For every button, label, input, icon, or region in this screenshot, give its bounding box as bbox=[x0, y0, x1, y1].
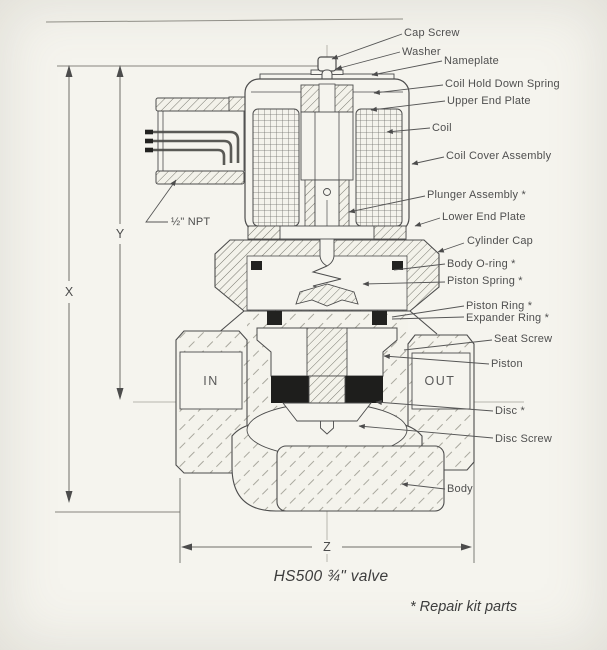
label-body-o-ring: Body O-ring * bbox=[447, 257, 516, 270]
outlet-port-label: OUT bbox=[424, 374, 456, 388]
label-piston: Piston bbox=[491, 357, 523, 370]
piston-ring-left bbox=[267, 311, 282, 325]
label-body: Body bbox=[447, 482, 473, 495]
figure-caption: HS500 ¾" valve bbox=[273, 568, 389, 585]
body-o-ring-left bbox=[251, 261, 262, 270]
piston-ring-right bbox=[372, 311, 387, 325]
label-upper-end-plate: Upper End Plate bbox=[447, 94, 531, 107]
dimension-z: Z bbox=[320, 540, 334, 554]
label-disc-screw: Disc Screw bbox=[495, 432, 553, 445]
label-piston-ring: Piston Ring * bbox=[466, 299, 533, 312]
label-disc: Disc * bbox=[495, 404, 525, 417]
label-cylinder-cap: Cylinder Cap bbox=[467, 234, 533, 247]
body-o-ring-right bbox=[392, 261, 403, 270]
dimension-y: Y bbox=[113, 227, 127, 241]
label-lower-end-plate: Lower End Plate bbox=[442, 210, 526, 223]
label-coil-cover-assembly: Coil Cover Assembly bbox=[446, 149, 552, 162]
coil-winding-right bbox=[356, 109, 402, 226]
label-seat-screw: Seat Screw bbox=[494, 332, 553, 345]
label-washer: Washer bbox=[402, 45, 441, 58]
disc-left bbox=[271, 376, 309, 403]
label-coil: Coil bbox=[432, 121, 452, 134]
disc-holder bbox=[283, 403, 371, 421]
dimension-x: X bbox=[62, 285, 76, 299]
label-plunger-assembly: Plunger Assembly * bbox=[427, 188, 526, 201]
wire-tips bbox=[145, 130, 153, 153]
label-npt: ½" NPT bbox=[171, 215, 211, 228]
coil-winding-left bbox=[253, 109, 299, 226]
disc-right bbox=[345, 376, 383, 403]
inlet-port-label: IN bbox=[203, 374, 219, 388]
cap-screw-head bbox=[318, 57, 336, 71]
repair-kit-note: * Repair kit parts bbox=[410, 599, 518, 615]
label-coil-hold-down-spring: Coil Hold Down Spring bbox=[445, 77, 560, 90]
label-nameplate: Nameplate bbox=[444, 54, 499, 67]
label-expander-ring: Expander Ring * bbox=[466, 311, 550, 324]
label-cap-screw: Cap Screw bbox=[404, 26, 460, 39]
label-piston-spring: Piston Spring * bbox=[447, 274, 523, 287]
coil-assembly bbox=[245, 57, 409, 266]
conduit-hub bbox=[145, 97, 247, 184]
